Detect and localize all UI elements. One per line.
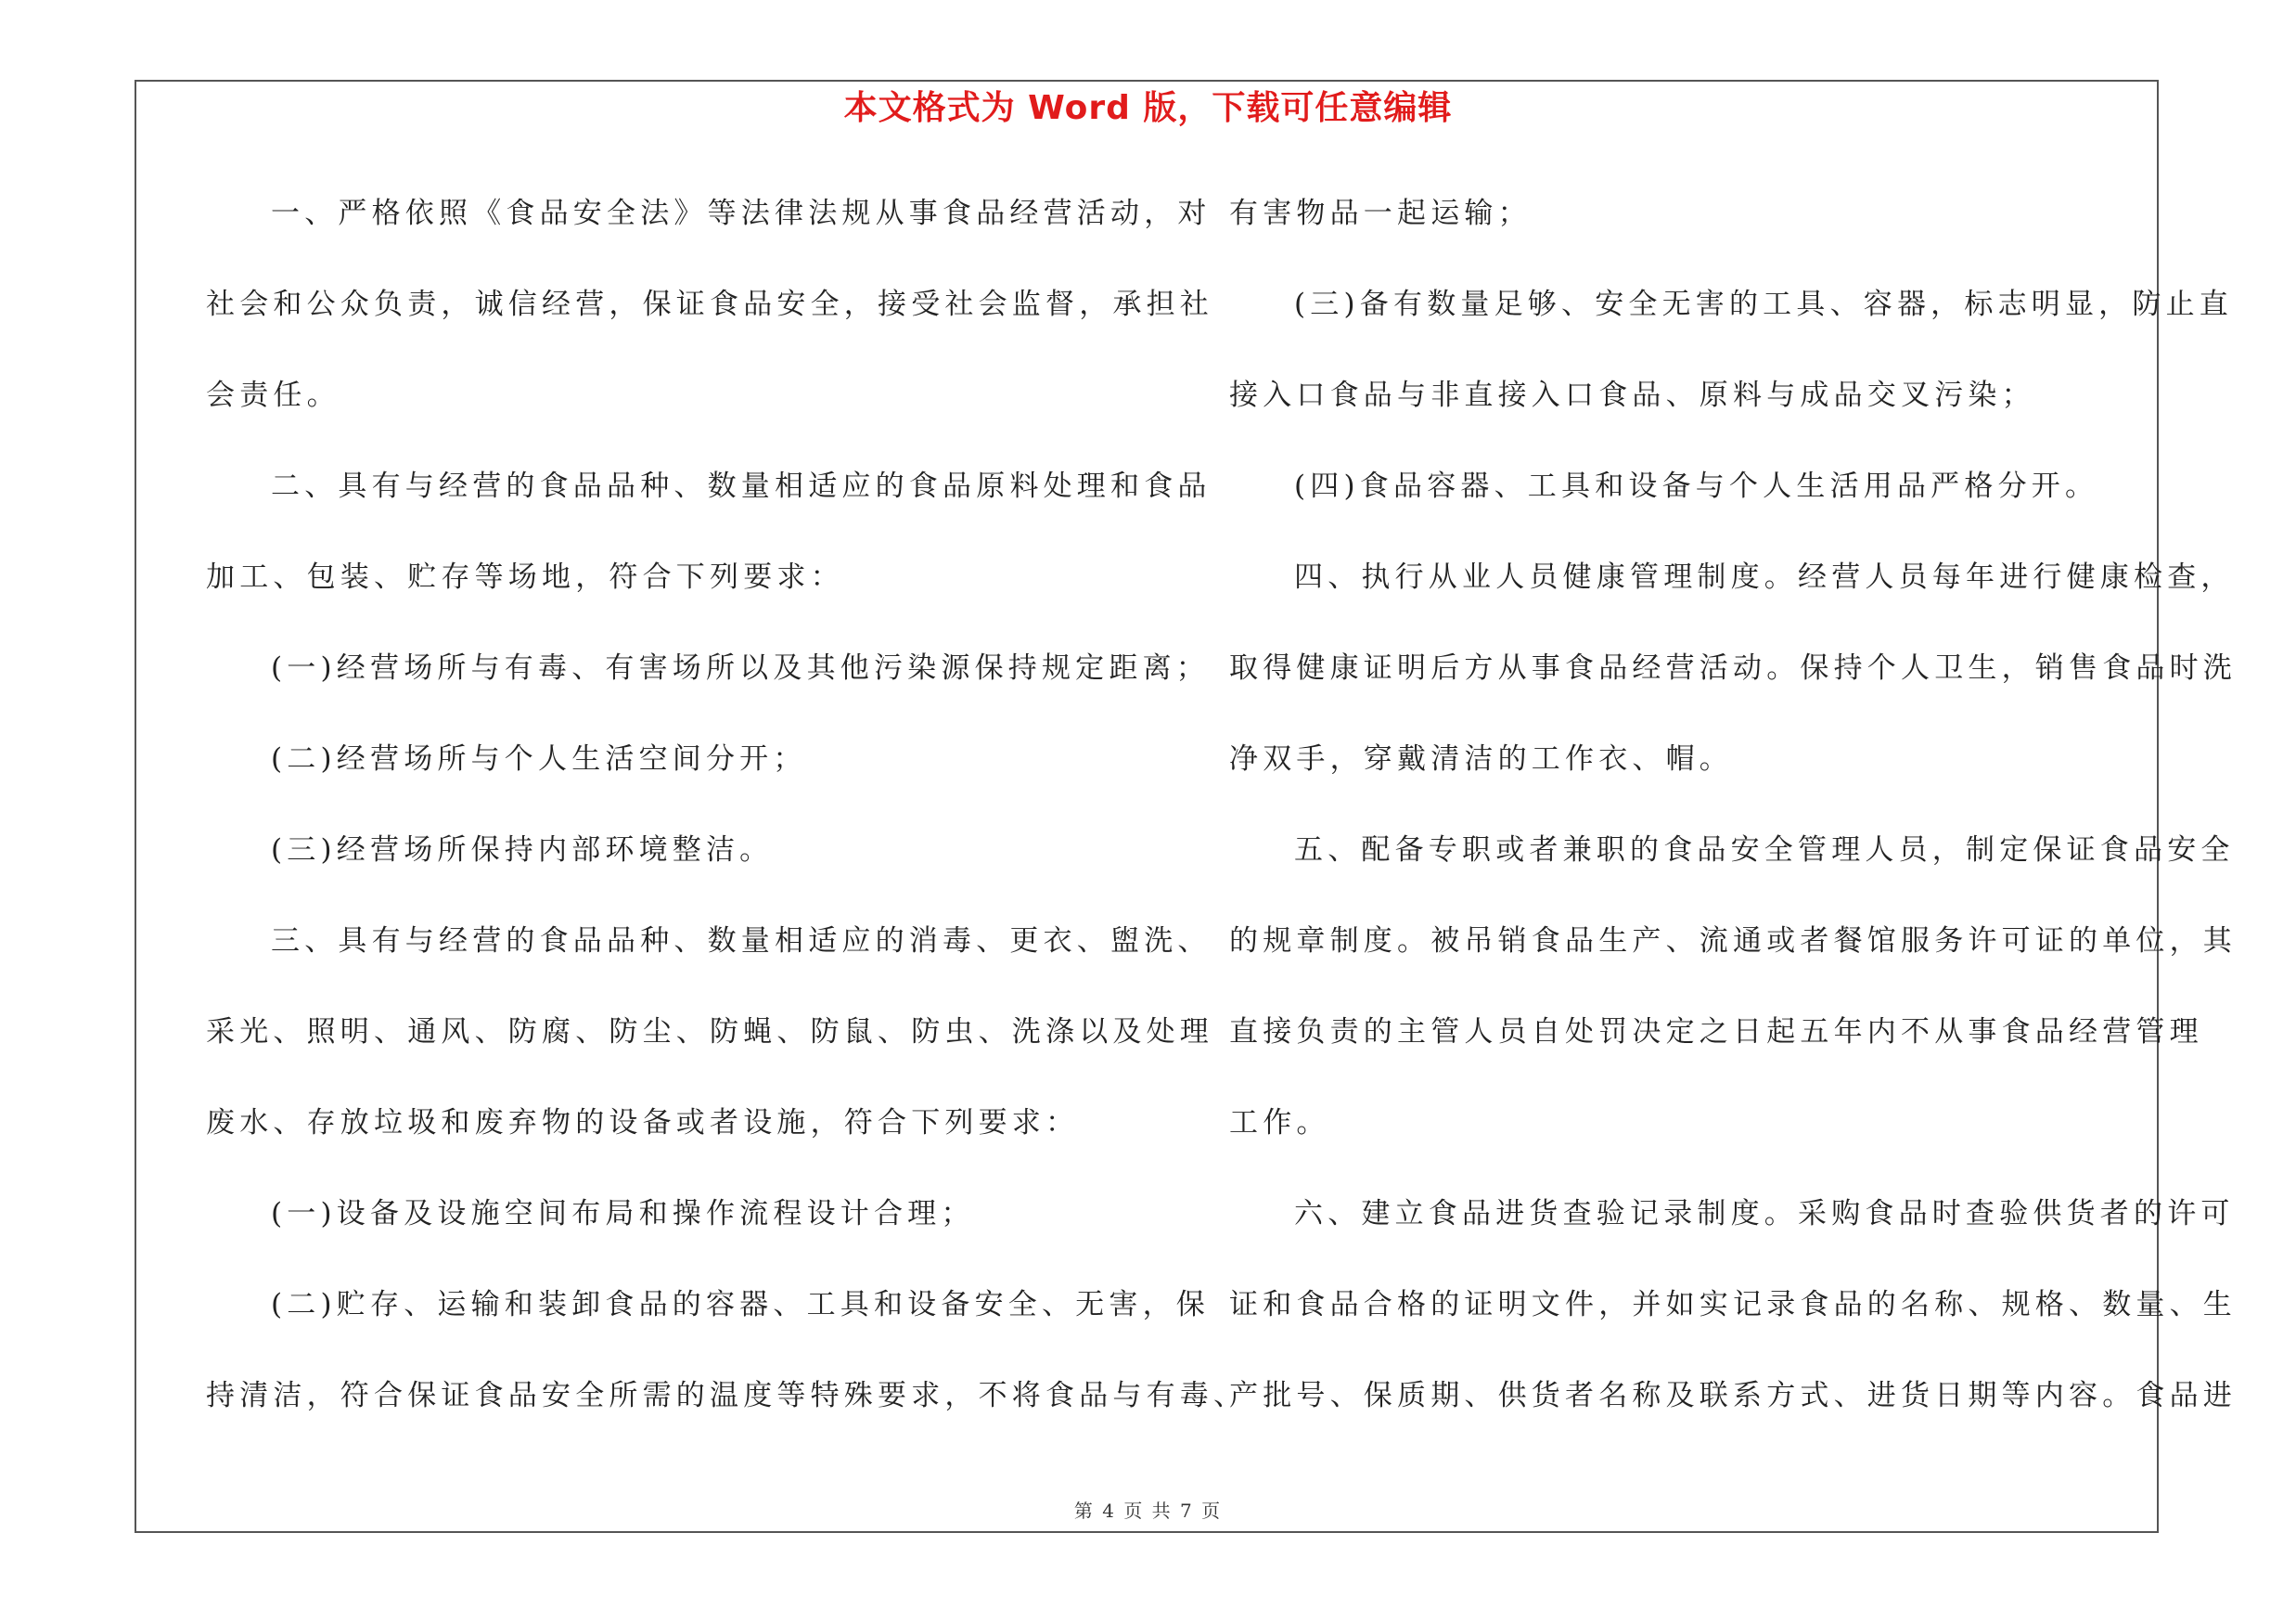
page-number-footer: 第 4 页 共 7 页 — [1073, 1500, 1223, 1522]
paragraph-line: (二)贮存、运输和装卸食品的容器、工具和设备安全、无害，保 — [271, 1288, 1210, 1321]
paragraph-line: (三)经营场所保持内部环境整洁。 — [271, 833, 774, 867]
paragraph-line: 持清洁，符合保证食品安全所需的温度等特殊要求，不将食品与有毒、 — [206, 1379, 1248, 1412]
paragraph-line: (三)备有数量足够、安全无害的工具、容器，标志明显，防止直 — [1294, 288, 2233, 321]
paragraph-line: 直接负责的主管人员自处罚决定之日起五年内不从事食品经营管理 — [1229, 1015, 2203, 1049]
paragraph-line: 废水、存放垃圾和废弃物的设备或者设施，符合下列要求： — [206, 1106, 1080, 1140]
paragraph-line: 会责任。 — [206, 379, 340, 412]
paragraph-line: 一、严格依照《食品安全法》等法律法规从事食品经营活动，对 — [271, 197, 1212, 230]
paragraph-line: 的规章制度。被吊销食品生产、流通或者餐馆服务许可证的单位，其 — [1229, 924, 2237, 958]
paragraph-line: 六、建立食品进货查验记录制度。采购食品时查验供货者的许可 — [1294, 1197, 2235, 1230]
paragraph-line: 有害物品一起运输； — [1229, 197, 1532, 230]
paragraph-line: 社会和公众负责，诚信经营，保证食品安全，接受社会监督，承担社 — [206, 288, 1213, 321]
right-column — [1229, 186, 2237, 1459]
paragraph-line: 证和食品合格的证明文件，并如实记录食品的名称、规格、数量、生 — [1229, 1288, 2237, 1321]
paragraph-line: 工作。 — [1229, 1106, 1330, 1140]
paragraph-line: (一)设备及设施空间布局和操作流程设计合理； — [271, 1197, 975, 1230]
paragraph-line: 三、具有与经营的食品品种、数量相适应的消毒、更衣、盥洗、 — [271, 924, 1212, 958]
paragraph-line: 二、具有与经营的食品品种、数量相适应的食品原料处理和食品 — [271, 470, 1212, 503]
paragraph-line: 采光、照明、通风、防腐、防尘、防蝇、防鼠、防虫、洗涤以及处理 — [206, 1015, 1213, 1049]
paragraph-line: 四、执行从业人员健康管理制度。经营人员每年进行健康检查， — [1294, 560, 2235, 594]
format-banner: 本文格式为 Word 版，下载可任意编辑 — [843, 89, 1453, 127]
paragraph-line: 产批号、保质期、供货者名称及联系方式、进货日期等内容。食品进 — [1229, 1379, 2237, 1412]
paragraph-line: (四)食品容器、工具和设备与个人生活用品严格分开。 — [1294, 470, 2099, 503]
paragraph-line: 接入口食品与非直接入口食品、原料与成品交叉污染； — [1229, 379, 2035, 412]
paragraph-line: 加工、包装、贮存等场地，符合下列要求： — [206, 560, 844, 594]
paragraph-line: 取得健康证明后方从事食品经营活动。保持个人卫生，销售食品时洗 — [1229, 651, 2237, 685]
paragraph-line: 净双手，穿戴清洁的工作衣、帽。 — [1229, 742, 1733, 776]
left-column — [206, 186, 1248, 1459]
paragraph-line: (二)经营场所与个人生活空间分开； — [271, 742, 807, 776]
paragraph-line: 五、配备专职或者兼职的食品安全管理人员，制定保证食品安全 — [1294, 833, 2235, 867]
paragraph-line: (一)经营场所与有毒、有害场所以及其他污染源保持规定距离； — [271, 651, 1210, 685]
